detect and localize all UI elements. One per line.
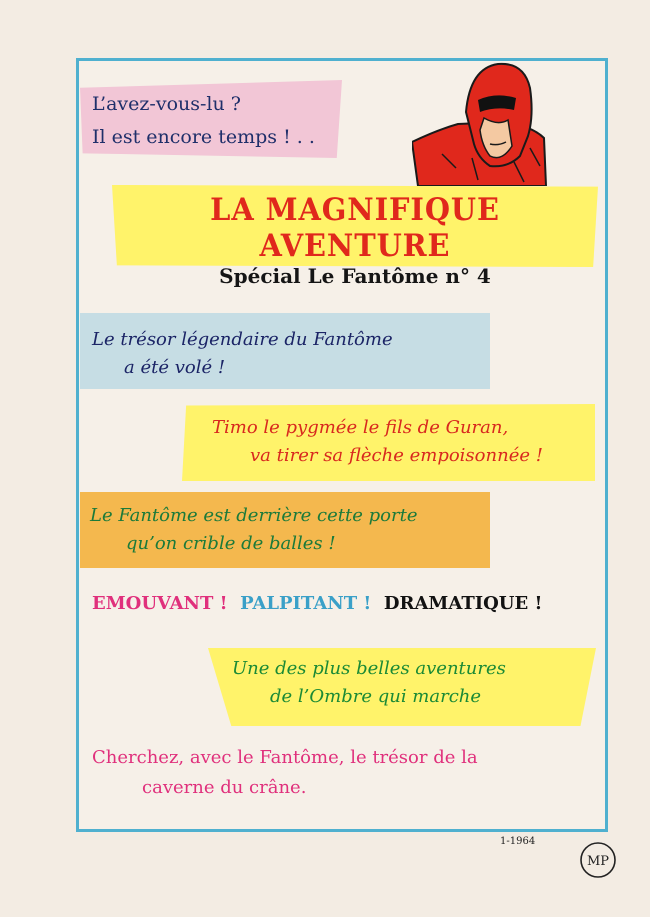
blurb-4 [232,655,506,711]
blurb-1 [92,326,393,382]
blurb-3 [90,502,417,558]
edition-code: 1-1964 [500,836,536,847]
exclaim-emouvant: EMOUVANT ! [92,593,228,614]
teaser-line-2: Il est encore temps ! . . [92,126,315,148]
phantom-illustration [412,58,552,186]
blurb-3-line-2: qu’on crible de balles ! [126,533,336,554]
publisher-logo-text: MP [586,854,610,869]
blurb-2 [212,414,543,470]
blurb-3-line-1: Le Fantôme est derrière cette porte [90,505,418,526]
exclaim-dramatique: DRAMATIQUE ! [383,593,543,614]
blurb-4-line-1: Une des plus belles aventures [232,658,506,679]
exclamations-row [92,593,542,614]
teaser-line-1: L’avez-vous-lu ? [92,93,241,115]
closing-line-1: Cherchez, avec le Fantôme, le trésor de la [92,747,478,768]
page-title: LA MAGNIFIQUE AVENTURE [210,192,500,264]
page-subtitle: Spécial Le Fantôme n° 4 [219,264,491,288]
blurb-1-line-2: a été volé ! [124,357,226,378]
teaser-text [92,88,315,154]
blurb-1-line-1: Le trésor légendaire du Fantôme [92,329,393,350]
blurb-2-line-1: Timo le pygmée le fils de Guran, [212,417,509,438]
closing-text [92,743,478,803]
closing-line-2: caverne du crâne. [142,777,307,798]
publisher-logo [578,840,618,880]
blurb-4-line-2: de l’Ombre qui marche [270,686,482,707]
blurb-2-line-2: va tirer sa flèche empoisonnée ! [250,445,543,466]
exclaim-palpitant: PALPITANT ! [240,593,372,614]
